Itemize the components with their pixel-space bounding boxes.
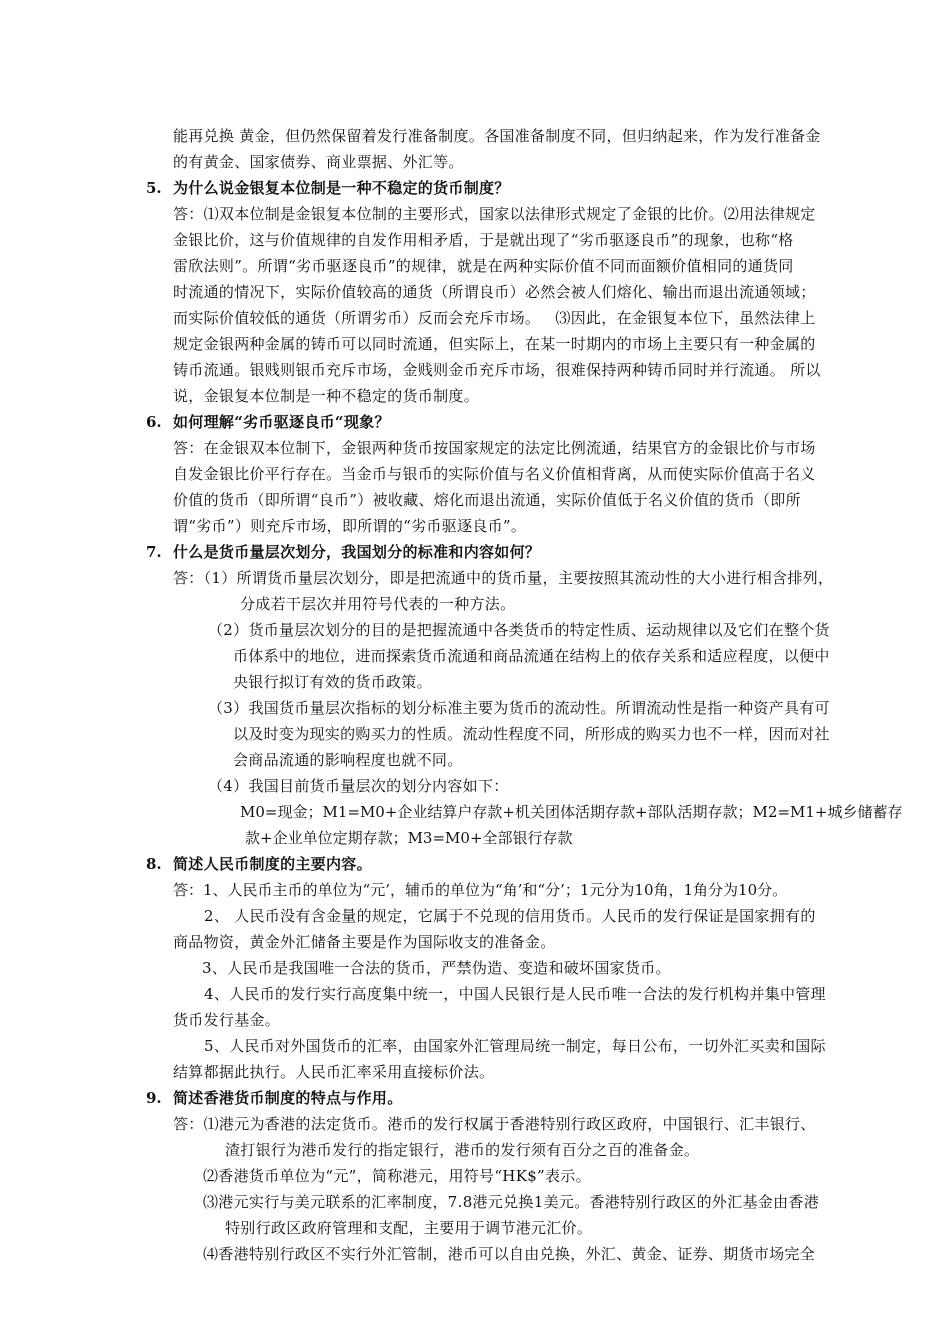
answer-line: （2）货币量层次划分的目的是把握流通中各类货币的特定性质、运动规律以及它们在整个货 bbox=[208, 621, 830, 639]
answer-line: M0=现金；M1=M0+企业结算户存款+机关团体活期存款+部队活期存款；M2=M1+城乡储蓄存 bbox=[240, 803, 903, 821]
answer-line: 自发金银比价平行存在。当金币与银币的实际价值与名义价值相背离，从而使实际价值高于名义 bbox=[173, 465, 816, 483]
answer-line: 价值的货币（即所谓“良币”）被收藏、熔化而退出流通，实际价值低于名义价值的货币（即所 bbox=[173, 491, 801, 509]
answer-line: 商品物资，黄金外汇储备主要是作为国际收支的准备金。 bbox=[173, 933, 556, 951]
text-line: 的有黄金、国家债券、商业票据、外汇等。 bbox=[173, 153, 464, 171]
question-number: 8. bbox=[146, 855, 162, 873]
answer-line: 结算都据此执行。人民币汇率采用直接标价法。 bbox=[173, 1063, 495, 1081]
question-number: 7. bbox=[146, 543, 162, 561]
question-heading: 为什么说金银复本位制是一种不稳定的货币制度？ bbox=[173, 179, 510, 197]
answer-line: 说，金银复本位制是一种不稳定的货币制度。 bbox=[173, 387, 480, 405]
answer-line: 答：⑴港元为香港的法定货币。港币的发行权属于香港特别行政区政府，中国银行、汇丰银行、 bbox=[173, 1115, 816, 1133]
answer-line: 谓“劣币”）则充斥市场，即所谓的“劣币驱逐良币”。 bbox=[173, 517, 527, 535]
question-number: 5. bbox=[146, 179, 162, 197]
answer-line: 规定金银两种金属的铸币可以同时流通，但实际上，在某一时期内的市场上主要只有一种金属的 bbox=[173, 335, 816, 353]
answer-line: 3、人民币是我国唯一合法的货币，严禁伪造、变造和破坏国家货币。 bbox=[202, 959, 671, 977]
answer-line: 4、人民币的发行实行高度集中统一，中国人民银行是人民币唯一合法的发行机构并集中管理 bbox=[204, 985, 826, 1003]
answer-line: 5、人民币对外国货币的汇率，由国家外汇管理局统一制定，每日公布，一切外汇买卖和国际 bbox=[204, 1037, 826, 1055]
answer-line: 渣打银行为港币发行的指定银行，港币的发行须有百分之百的准备金。 bbox=[225, 1141, 700, 1159]
answer-line: 雷欣法则”。所谓“劣币驱逐良币”的规律，就是在两种实际价值不同而面额价值相同的通货同 bbox=[173, 257, 794, 275]
question-heading: 简述人民币制度的主要内容。 bbox=[173, 855, 372, 873]
answer-line: 答：在金银双本位制下，金银两种货币按国家规定的法定比例流通，结果官方的金银比价与市场 bbox=[173, 439, 816, 457]
answer-line: 以及时变为现实的购买力的性质。流动性程度不同，所形成的购买力也不一样，因而对社 bbox=[233, 725, 830, 743]
answer-line: 分成若干层次并用符号代表的一种方法。 bbox=[240, 595, 516, 613]
answer-line: 货币发行基金。 bbox=[173, 1011, 281, 1029]
question-heading: 如何理解“劣币驱逐良币“现象？ bbox=[173, 413, 390, 431]
answer-line: 而实际价值较低的通货（所谓劣币）反而会充斥市场。 ⑶因此，在金银复本位下，虽然法律上 bbox=[173, 309, 816, 327]
question-heading: 什么是货币量层次划分，我国划分的标准和内容如何？ bbox=[173, 543, 541, 561]
answer-line: 会商品流通的影响程度也就不同。 bbox=[233, 751, 463, 769]
answer-line: ⑵香港货币单位为“元”，简称港元，用符号“HK$”表示。 bbox=[203, 1167, 591, 1185]
answer-line: 时流通的情况下，实际价值较高的通货（所谓良币）必然会被人们熔化、输出而退出流通领域； bbox=[173, 283, 816, 301]
answer-line: 款+企业单位定期存款；M3=M0+全部银行存款 bbox=[245, 829, 573, 847]
answer-line: ⑶港元实行与美元联系的汇率制度，7.8港元兑换1美元。香港特别行政区的外汇基金由香港 bbox=[203, 1193, 820, 1211]
answer-line: ⑷香港特别行政区不实行外汇管制，港币可以自由兑换，外汇、黄金、证券、期货市场完全 bbox=[203, 1245, 816, 1263]
question-number: 9. bbox=[146, 1089, 162, 1107]
answer-line: （4）我国目前货币量层次的划分内容如下： bbox=[208, 777, 509, 795]
answer-line: 特别行政区政府管理和支配，主要用于调节港元汇价。 bbox=[225, 1219, 593, 1237]
question-number: 6. bbox=[146, 413, 162, 431]
answer-line: 币体系中的地位，进而探索货币流通和商品流通在结构上的依存关系和适应程度，以便中 bbox=[233, 647, 830, 665]
answer-line: 答：1、人民币主币的单位为“元’，辅币的单位为“角’和“分’；1元分为10角，1角分为10分。 bbox=[173, 881, 788, 899]
answer-line: 答：（1）所谓货币量层次划分，即是把流通中的货币量，主要按照其流动性的大小进行相含排列， bbox=[173, 569, 834, 587]
answer-line: 金银比价，这与价值规律的自发作用相矛盾，于是就出现了“劣币驱逐良币”的现象，也称“格 bbox=[173, 231, 794, 249]
answer-line: 答：⑴双本位制是金银复本位制的主要形式，国家以法律形式规定了金银的比价。⑵用法律规定 bbox=[173, 205, 816, 223]
answer-line: 2、 人民币没有含金量的规定，它属于不兑现的信用货币。人民币的发行保证是国家拥有的 bbox=[204, 907, 816, 925]
answer-line: 铸币流通。银贱则银币充斥市场，金贱则金币充斥市场，很难保持两种铸币同时并行流通。 所以 bbox=[173, 361, 821, 379]
answer-line: （3）我国货币量层次指标的划分标准主要为货币的流动性。所谓流动性是指一种资产具有可 bbox=[208, 699, 830, 717]
text-line: 能再兑换 黄金，但仍然保留着发行准备制度。各国准备制度不同，但归纳起来，作为发行准备金 bbox=[173, 127, 821, 145]
question-heading: 简述香港货币制度的特点与作用。 bbox=[173, 1089, 403, 1107]
answer-line: 央银行拟订有效的货币政策。 bbox=[233, 673, 432, 691]
